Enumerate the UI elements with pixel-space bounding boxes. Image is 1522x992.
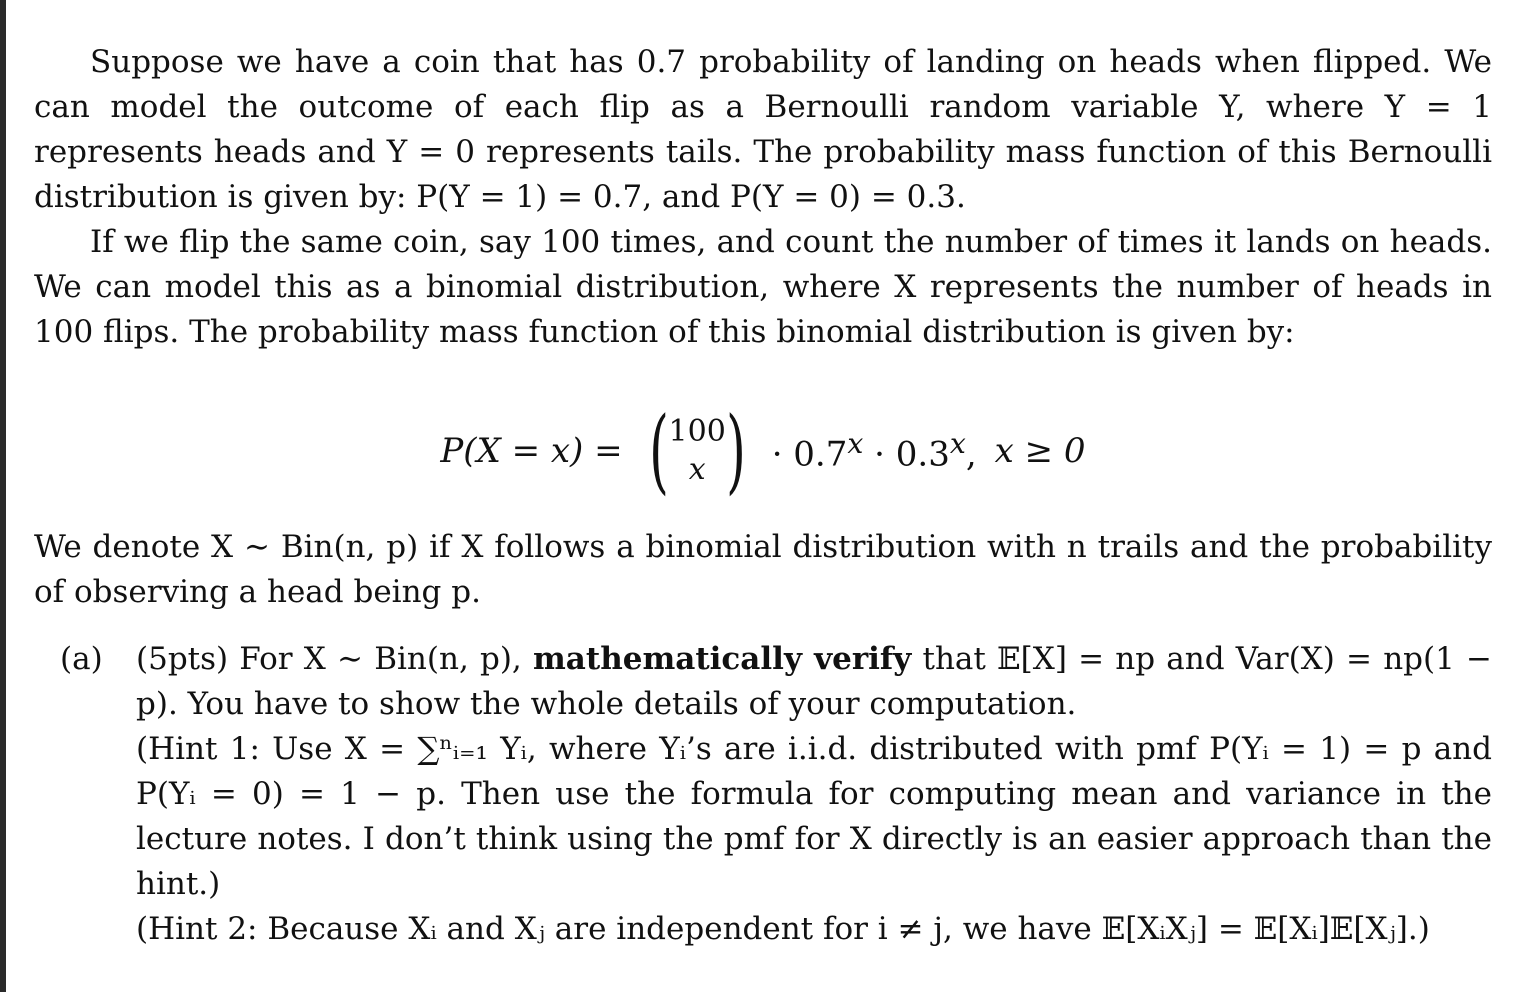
part-a-label: (a) — [60, 641, 103, 677]
binomial-coefficient — [641, 397, 754, 504]
part-a-text: that 𝔼[X] = np and Var(X) = np(1 − p). You have to show the whole details of your computation. — [136, 641, 1493, 722]
part-a-points: (5pts) For X ∼ Bin(n, p), — [136, 641, 522, 677]
rhs-base-2: · 0.3 — [874, 434, 950, 475]
document-page — [34, 40, 1492, 952]
binomial-pmf-equation — [34, 399, 1492, 503]
question-part-a — [34, 637, 1492, 952]
vertical-spacer — [34, 503, 1492, 525]
equation-lhs: P(X = x) = — [440, 431, 623, 471]
part-a-hint-2: (Hint 2: Because Xᵢ and Xⱼ are independent for i ≠ j, we have 𝔼[XᵢXⱼ] = 𝔼[Xᵢ]𝔼[Xⱼ].) — [136, 911, 1430, 947]
paragraph-binomial: If we flip the same coin, say 100 times, and count the number of times it lands on heads. We can model this as a binomial distribution, where X represents the number of heads in 100 flips. The probability mass function of this binomial distribution is given by: — [34, 224, 1492, 350]
equation-condition: x ≥ 0 — [994, 431, 1086, 471]
part-a-hint-1: (Hint 1: Use X = ∑ⁿᵢ₌₁ Yᵢ, where Yᵢ’s are i.i.d. distributed with pmf P(Yᵢ = 1) = p and P(Yᵢ = 0) = 1 − p. Then use the formula for computing mean and variance in the lecture notes. I don’t think using the pmf for X directly is an easier approach than the hint.) — [136, 731, 1492, 902]
paragraph-bernoulli: Suppose we have a coin that has 0.7 probability of landing on heads when flipped. We can model the outcome of each flip as a Bernoulli random variable Y, where Y = 1 represents heads and Y = 0 represents tails. The probability mass function of this Bernoulli distribution is given by: P(Y = 1) = 0.7, and P(Y = 0) = 0.3. — [34, 44, 1492, 215]
part-a-body — [136, 637, 1492, 952]
binomial-bottom: x — [688, 452, 706, 487]
left-margin-rule — [0, 0, 6, 992]
binomial-top: 100 — [668, 414, 726, 449]
rhs-base-1: · 0.7 — [771, 434, 848, 475]
paragraph-notation: We denote X ∼ Bin(n, p) if X follows a binomial distribution with n trails and the probability of observing a head being p. — [34, 529, 1492, 610]
left-paren: ( — [648, 397, 669, 504]
rhs-exponent-1: x — [847, 427, 864, 461]
part-a-bold-instruction: mathematically verify — [532, 641, 912, 677]
equation-rhs: · $0.7^x \cdot 0.3^x$, — [771, 427, 977, 475]
rhs-exponent-2: x — [949, 427, 966, 461]
right-paren: ) — [725, 397, 746, 504]
binomial-stack — [669, 413, 726, 489]
